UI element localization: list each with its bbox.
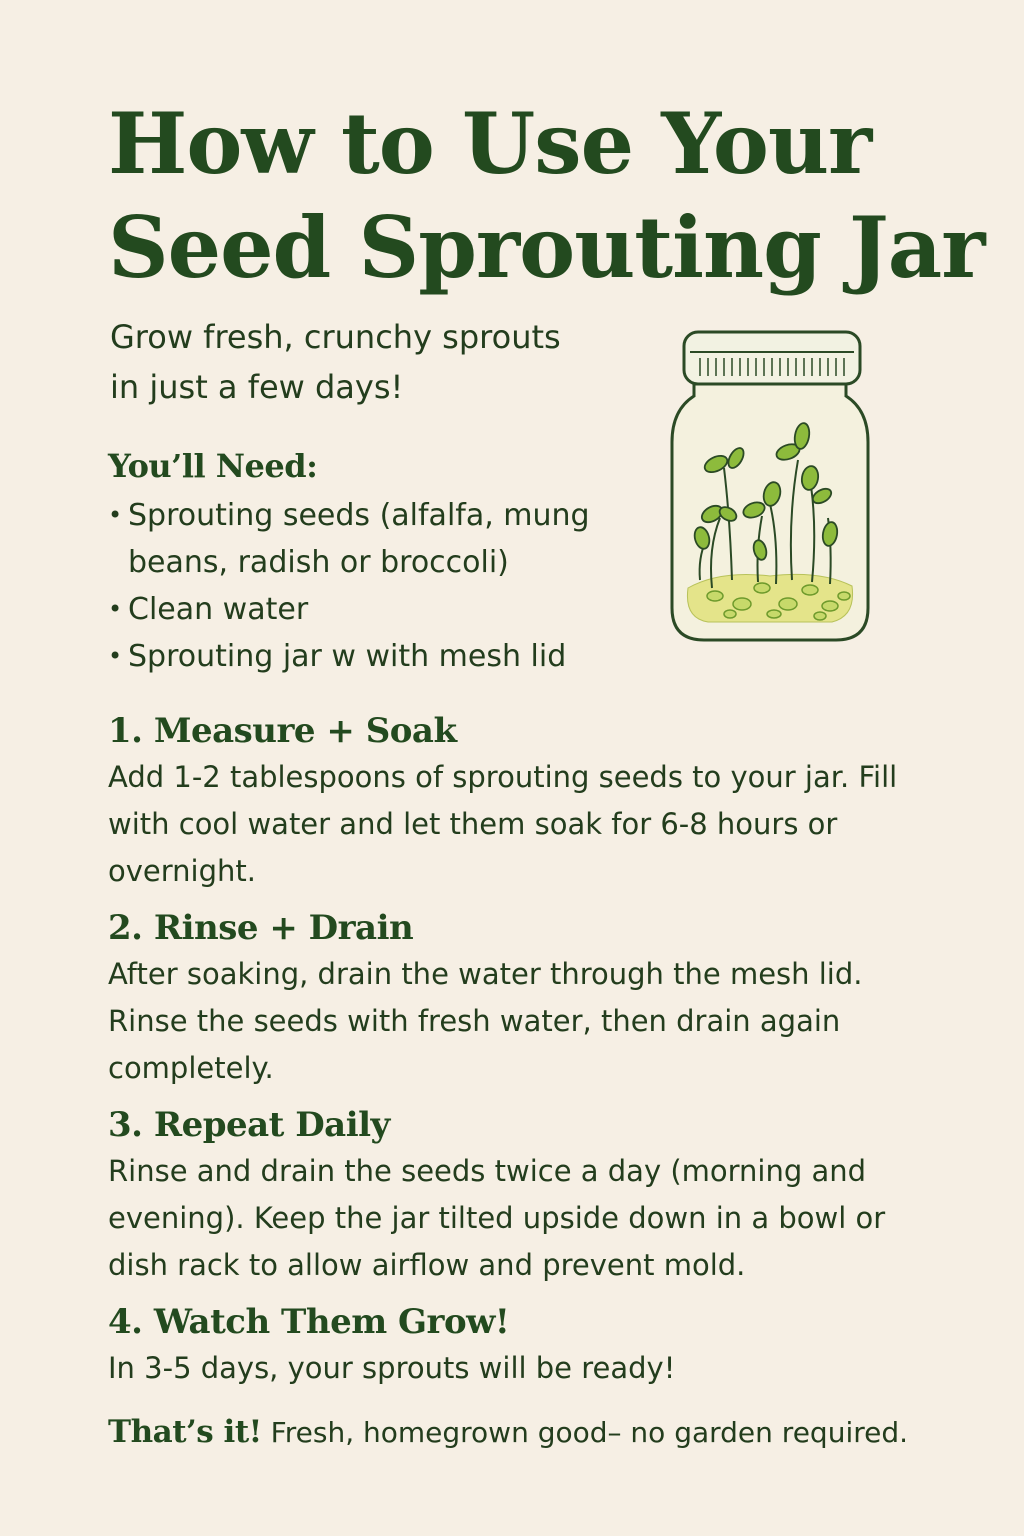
list-item-text: Clean water: [128, 592, 309, 627]
needs-section: [108, 444, 668, 680]
bullet-icon: •: [108, 501, 123, 529]
step-title: 1. Measure + Soak: [108, 711, 457, 751]
step-text: Add 1-2 tablespoons of sprouting seeds to your jar. Fill with cool water and let them soak for 6-8 hours or overnight.: [108, 760, 898, 888]
bullet-icon: •: [108, 642, 123, 670]
step-text: After soaking, drain the water through the mesh lid. Rinse the seeds with fresh water, then drain again completely.: [108, 957, 863, 1085]
list-item-text: Sprouting jar w with mesh lid: [128, 639, 567, 674]
closing-bold: That’s it!: [108, 1414, 262, 1450]
subtitle: [110, 312, 650, 412]
closing-note: [108, 1410, 988, 1455]
title-line-1: How to Use Your: [108, 94, 872, 193]
step-3: [108, 1102, 948, 1289]
step-title: 4. Watch Them Grow!: [108, 1302, 510, 1342]
step-title: 3. Repeat Daily: [108, 1105, 390, 1145]
step-title: 2. Rinse + Drain: [108, 908, 414, 948]
list-item: [108, 492, 668, 586]
subtitle-line-1: Grow fresh, crunchy sprouts: [110, 318, 561, 356]
step-4: [108, 1299, 948, 1392]
sprouting-jar-illustration: [660, 318, 880, 658]
bullet-icon: •: [108, 595, 123, 623]
needs-list: [108, 492, 668, 680]
needs-heading: You’ll Need:: [108, 447, 318, 485]
step-1: [108, 708, 948, 895]
step-2: [108, 905, 948, 1092]
steps-section: [108, 708, 948, 1402]
step-text: In 3-5 days, your sprouts will be ready!: [108, 1351, 676, 1385]
page-title: [108, 92, 988, 300]
list-item: [108, 633, 668, 680]
list-item: [108, 586, 668, 633]
step-text: Rinse and drain the seeds twice a day (morning and evening). Keep the jar tilted upside down in a bowl or dish rack to allow airflow and prevent mold.: [108, 1154, 886, 1282]
subtitle-line-2: in just a few days!: [110, 368, 404, 406]
title-line-2: Seed Sprouting Jar: [108, 198, 985, 297]
closing-text: Fresh, homegrown good– no garden required.: [270, 1416, 909, 1449]
list-item-text: Sprouting seeds (alfalfa, mung beans, radish or broccoli): [128, 498, 590, 580]
